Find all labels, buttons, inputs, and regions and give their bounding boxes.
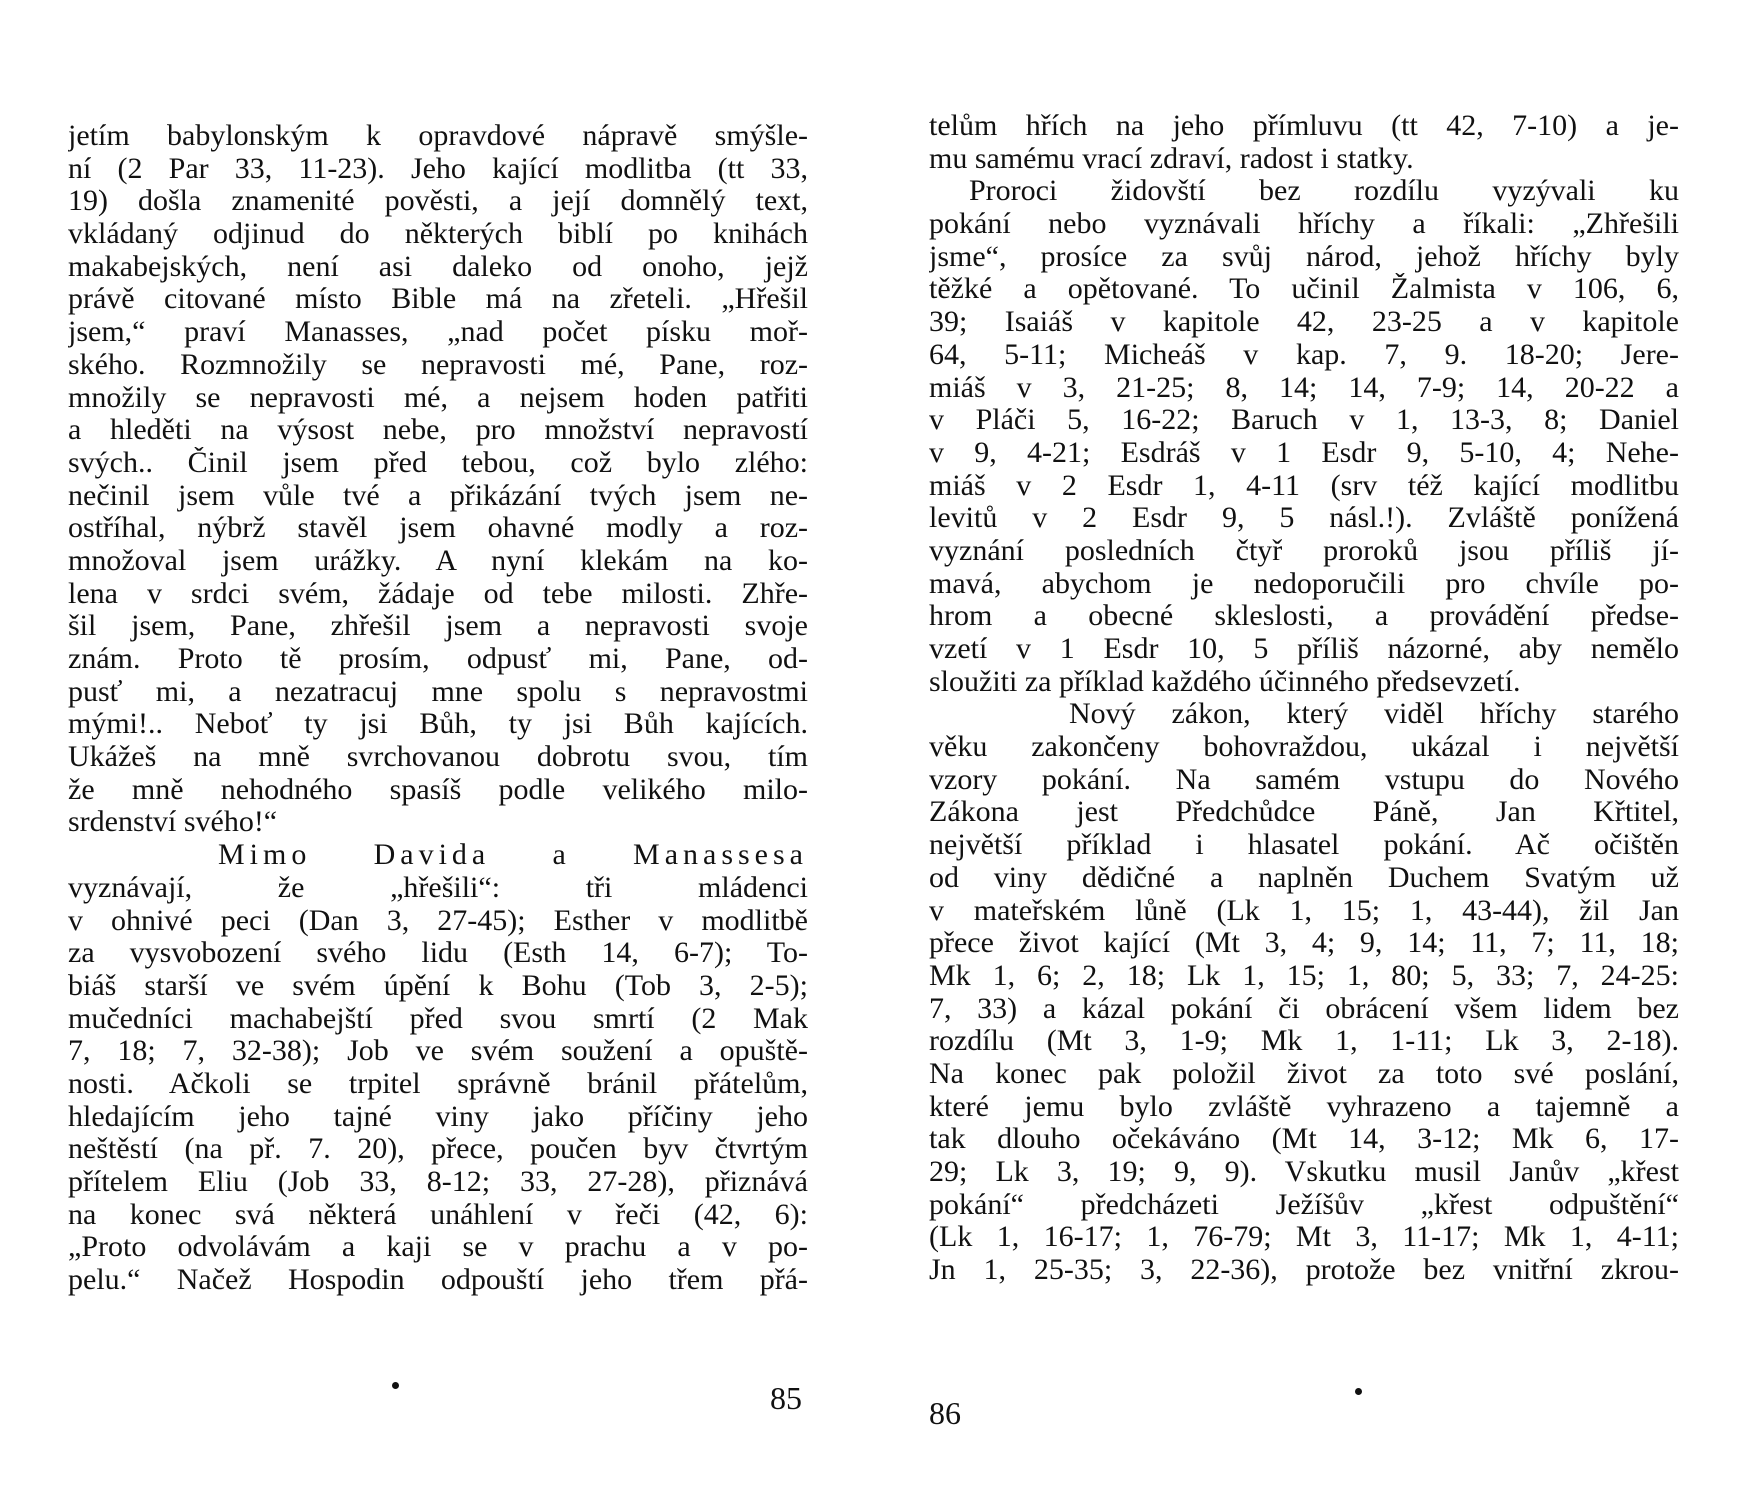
text-line: makabejských, není asi daleko od onoho, jejž	[68, 250, 808, 283]
text-line: 39; Isaiáš v kapitole 42, 23-25 a v kapitole	[929, 306, 1679, 339]
text-line: 7, 18; 7, 32-38); Job ve svém soužení a opuště-	[68, 1035, 808, 1068]
text-line: miáš v 3, 21-25; 8, 14; 14, 7-9; 14, 20-22 a	[929, 371, 1679, 404]
text-line: 29; Lk 3, 19; 9, 9). Vskutku musil Janův „křest	[929, 1156, 1679, 1188]
text-line: za vysvobození svého lidu (Esth 14, 6-7); To-	[68, 937, 808, 970]
text-line: hrom a obecné skleslosti, a provádění předse-	[929, 600, 1679, 633]
text-line: 7, 33) a kázal pokání či obrácení všem lidem bez	[929, 992, 1679, 1025]
text-line: neštěstí (na př. 7. 20), přece, poučen byv čtvrtým	[68, 1133, 808, 1166]
right-page	[871, 0, 1742, 1500]
text-line: svých.. Činil jsem před tebou, což bylo zlého:	[68, 446, 808, 479]
text-line: telům hřích na jeho přímluvu (tt 42, 7-10) a je-	[929, 110, 1679, 142]
text-line: Jn 1, 25-35; 3, 22-36), protože bez vnitřní zkrou-	[929, 1254, 1679, 1287]
text-line: které jemu bylo zvláště vyhrazeno a tajemně a	[929, 1090, 1679, 1123]
text-line: věku zakončeny bohovraždou, ukázal i největší	[929, 731, 1679, 764]
text-line: ského. Rozmnožily se nepravosti mé, Pane, roz-	[68, 348, 808, 381]
text-line: mu samému vrací zdraví, radost i statky.	[929, 142, 1414, 175]
text-line: mavá, abychom je nedoporučili pro chvíle po-	[929, 567, 1679, 600]
text-line: biáš starší ve svém úpění k Bohu (Tob 3, 2-5);	[68, 969, 808, 1002]
text-line: vyznání posledních čtyř proroků jsou příliš jí-	[929, 534, 1679, 567]
text-line: vyznávají, že „hřešili“: tři mládenci	[68, 871, 808, 904]
page-number: 86	[929, 1395, 961, 1431]
left-page-text	[68, 120, 808, 1297]
text-line: Zákona jest Předchůdce Páně, Jan Křtitel,	[929, 796, 1679, 829]
text-line: šil jsem, Pane, zhřešil jsem a nepravosti svoje	[68, 610, 808, 643]
text-line: vzetí v 1 Esdr 10, 5 příliš názorné, aby nemělo	[929, 633, 1679, 665]
text-line: množoval jsem urážky. A nyní klekám na ko-	[68, 544, 808, 577]
text-line: jsme“, prosíce za svůj národ, jehož hříchy byly	[929, 240, 1679, 273]
text-line: ní (2 Par 33, 11-23). Jeho kající modlitba (tt 33,	[68, 152, 808, 185]
right-page-text	[929, 110, 1679, 1287]
text-line: v ohnivé peci (Dan 3, 27-45); Esther v modlitbě	[68, 904, 808, 937]
text-line: Na konec pak položil život za toto své poslání,	[929, 1057, 1679, 1090]
text-line: vzory pokání. Na samém vstupu do Nového	[929, 763, 1679, 796]
text-line: Proroci židovští bez rozdílu vyzývali ku	[969, 175, 1679, 208]
page-number: 85	[770, 1380, 802, 1416]
text-line: a hleděti na výsost nebe, pro množství nepravostí	[68, 414, 808, 447]
text-line: množily se nepravosti mé, a nejsem hoden patřiti	[68, 381, 808, 414]
text-line: jsem,“ praví Manasses, „nad počet písku moř-	[68, 316, 808, 349]
text-line: v 9, 4-21; Esdráš v 1 Esdr 9, 5-10, 4; Nehe-	[929, 436, 1679, 469]
text-line: právě citované místo Bible má na zřeteli. „Hřešil	[68, 283, 808, 316]
text-line: hledajícím jeho tajné viny jako příčiny jeho	[68, 1100, 808, 1133]
ink-dot	[392, 1382, 399, 1389]
text-line: největší příklad i hlasatel pokání. Ač očištěn	[929, 829, 1679, 862]
text-line: levitů v 2 Esdr 9, 5 násl.!). Zvláště ponížená	[929, 502, 1679, 535]
text-line: 64, 5-11; Micheáš v kap. 7, 9. 18-20; Jere-	[929, 338, 1679, 371]
text-line: v mateřském lůně (Lk 1, 15; 1, 43-44), žil Jan	[929, 894, 1679, 927]
text-line: mými!.. Neboť ty jsi Bůh, ty jsi Bůh kajících.	[68, 708, 808, 741]
text-line: těžké a opětované. To učinil Žalmista v 106, 6,	[929, 273, 1679, 306]
text-line: ostříhal, nýbrž stavěl jsem ohavné modly a roz-	[68, 512, 808, 545]
text-line: nosti. Ačkoli se trpitel správně bránil přátelům,	[68, 1067, 808, 1100]
text-line: mučedníci machabejští před svou smrtí (2 Mak	[68, 1002, 808, 1035]
text-line: 19) došla znamenité pověsti, a její domnělý text,	[68, 185, 808, 218]
text-line: od viny dědičné a naplněn Duchem Svatým už	[929, 861, 1679, 894]
text-line: Mk 1, 6; 2, 18; Lk 1, 15; 1, 80; 5, 33; 7, 24-25:	[929, 959, 1679, 992]
text-line: „Proto odvolávám a kaji se v prachu a v po-	[68, 1231, 808, 1264]
text-line: Nový zákon, který viděl hříchy starého	[1069, 698, 1679, 731]
text-line: (Lk 1, 16-17; 1, 76-79; Mt 3, 11-17; Mk 1, 4-11;	[929, 1221, 1679, 1254]
text-line: nečinil jsem vůle tvé a přikázání tvých jsem ne-	[68, 479, 808, 512]
text-line: pokání nebo vyznávali hříchy a říkali: „Zhřešili	[929, 208, 1679, 241]
text-line: Mimo Davida a Manassesa	[218, 839, 808, 872]
text-line: pusť mi, a nezatracuj mne spolu s nepravostmi	[68, 675, 808, 708]
text-line: rozdílu (Mt 3, 1-9; Mk 1, 1-11; Lk 3, 2-18).	[929, 1025, 1679, 1058]
text-line: lena v srdci svém, žádaje od tebe milosti. Zhře-	[68, 577, 808, 610]
text-line: pokání“ předcházeti Ježíšův „křest odpuštění“	[929, 1188, 1679, 1221]
text-line: Ukážeš na mně svrchovanou dobrotu svou, tím	[68, 741, 808, 774]
text-line: tak dlouho očekáváno (Mt 14, 3-12; Mk 6, 17-	[929, 1123, 1679, 1156]
text-line: jetím babylonským k opravdové nápravě smýšle-	[68, 120, 808, 152]
ink-dot	[1355, 1388, 1362, 1395]
text-line: přece život kající (Mt 3, 4; 9, 14; 11, 7; 11, 18;	[929, 927, 1679, 960]
text-line: v Pláči 5, 16-22; Baruch v 1, 13-3, 8; Daniel	[929, 404, 1679, 437]
text-line: vkládaný odjinud do některých biblí po knihách	[68, 218, 808, 251]
text-line: na konec svá některá unáhlení v řeči (42, 6):	[68, 1198, 808, 1231]
text-line: srdenství svého!“	[68, 806, 278, 839]
text-line: sloužiti za příklad každého účinného předsevzetí.	[929, 665, 1521, 698]
text-line: znám. Proto tě prosím, odpusť mi, Pane, od-	[68, 643, 808, 675]
text-line: že mně nehodného spasíš podle velikého milo-	[68, 773, 808, 806]
text-line: miáš v 2 Esdr 1, 4-11 (srv též kající modlitbu	[929, 469, 1679, 502]
text-line: pelu.“ Načež Hospodin odpouští jeho třem přá-	[68, 1264, 808, 1297]
text-line: přítelem Eliu (Job 33, 8-12; 33, 27-28), přiznává	[68, 1166, 808, 1198]
